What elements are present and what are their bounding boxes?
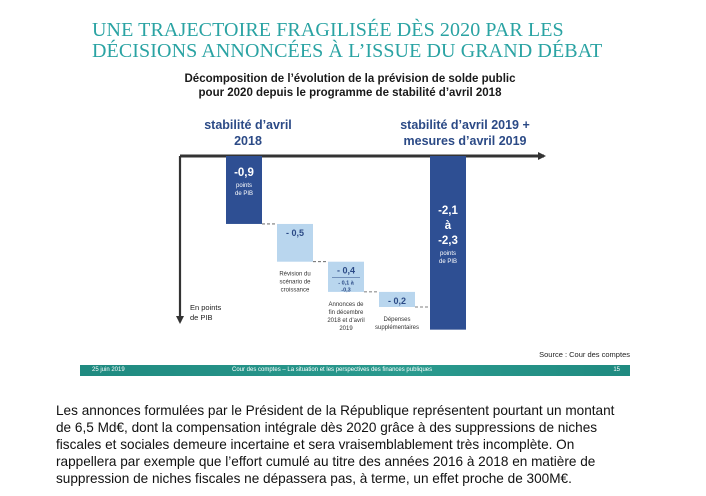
bar-unit-label: points xyxy=(235,183,253,189)
footer-publication: Cour des comptes – La situation et les perspectives des finances publiques xyxy=(232,367,433,373)
chart-source: Source : Cour des comptes xyxy=(539,350,630,359)
bar-caption: 2019 xyxy=(339,325,353,332)
paragraph-line: suppression de niches fiscales ne dépassera pas, à terme, un effet proche de 300M€. xyxy=(56,471,572,486)
body-paragraph xyxy=(56,402,660,487)
footer-page-number: 15 xyxy=(613,367,620,373)
bar-unit-label: points xyxy=(439,251,457,257)
slide-title-line: UNE TRAJECTOIRE FRAGILISÉE DÈS 2020 PAR LES xyxy=(92,19,564,41)
footer-date: 25 juin 2019 xyxy=(92,367,125,373)
bar-sub-value-label: - 0,1 à xyxy=(338,280,354,287)
bar-sub-value-label: -0,3 xyxy=(341,287,351,294)
bar-caption: 2018 et d’avril xyxy=(327,317,365,324)
paragraph-line: fiscales et sociales demeure incertaine et sera vraisemblablement très incomplète. On xyxy=(56,437,575,452)
bar-header: stabilité d’avril xyxy=(204,118,292,132)
bar-caption: Dépenses xyxy=(383,317,411,323)
bar-unit-label: de PIB xyxy=(438,259,458,265)
bar-value-label: -2,3 xyxy=(438,235,458,247)
bar-caption: fin décembre xyxy=(328,309,364,316)
bar-value-label: - 0,4 xyxy=(336,265,356,276)
bar-value-label: - 0,5 xyxy=(285,227,305,238)
axis-label: En points xyxy=(190,303,222,312)
bar-header: mesures d’avril 2019 xyxy=(403,134,527,148)
bar-header: stabilité d’avril 2019 + xyxy=(400,118,530,132)
bar-caption: supplémentaires xyxy=(374,325,420,331)
slide-footer xyxy=(80,365,630,376)
bar-value-label: - 0,2 xyxy=(387,295,407,306)
slide-title-line: DÉCISIONS ANNONCÉES À L’ISSUE DU GRAND DÉBAT xyxy=(92,40,603,62)
bar-caption: croissance xyxy=(280,287,310,294)
chart-title-line: pour 2020 depuis le programme de stabilité d’avril 2018 xyxy=(198,87,502,99)
bar-unit-label: de PIB xyxy=(234,191,254,197)
bar-caption: scénario de xyxy=(279,279,311,286)
bar-caption: Annonces de xyxy=(328,301,364,308)
paragraph-line: de 6,5 Md€, dont la compensation intégrale dès 2020 grâce à des suppressions de niches xyxy=(56,420,598,435)
chart-title-line: Décomposition de l’évolution de la prévision de solde public xyxy=(184,73,516,85)
bar-value-label: -0,9 xyxy=(234,167,254,179)
axis-label: de PIB xyxy=(190,313,213,322)
bar-value-label: -2,1 xyxy=(438,205,458,217)
paragraph-line: rappellera par exemple que l’effort cumulé au titre des années 2016 à 2018 en matière de xyxy=(56,454,596,469)
bar-header: 2018 xyxy=(234,134,262,148)
bar-value-label: à xyxy=(444,220,452,232)
paragraph-line: Les annonces formulées par le Président de la République représentent pourtant un montant xyxy=(56,403,615,418)
bar-caption: Révision du xyxy=(279,271,311,278)
